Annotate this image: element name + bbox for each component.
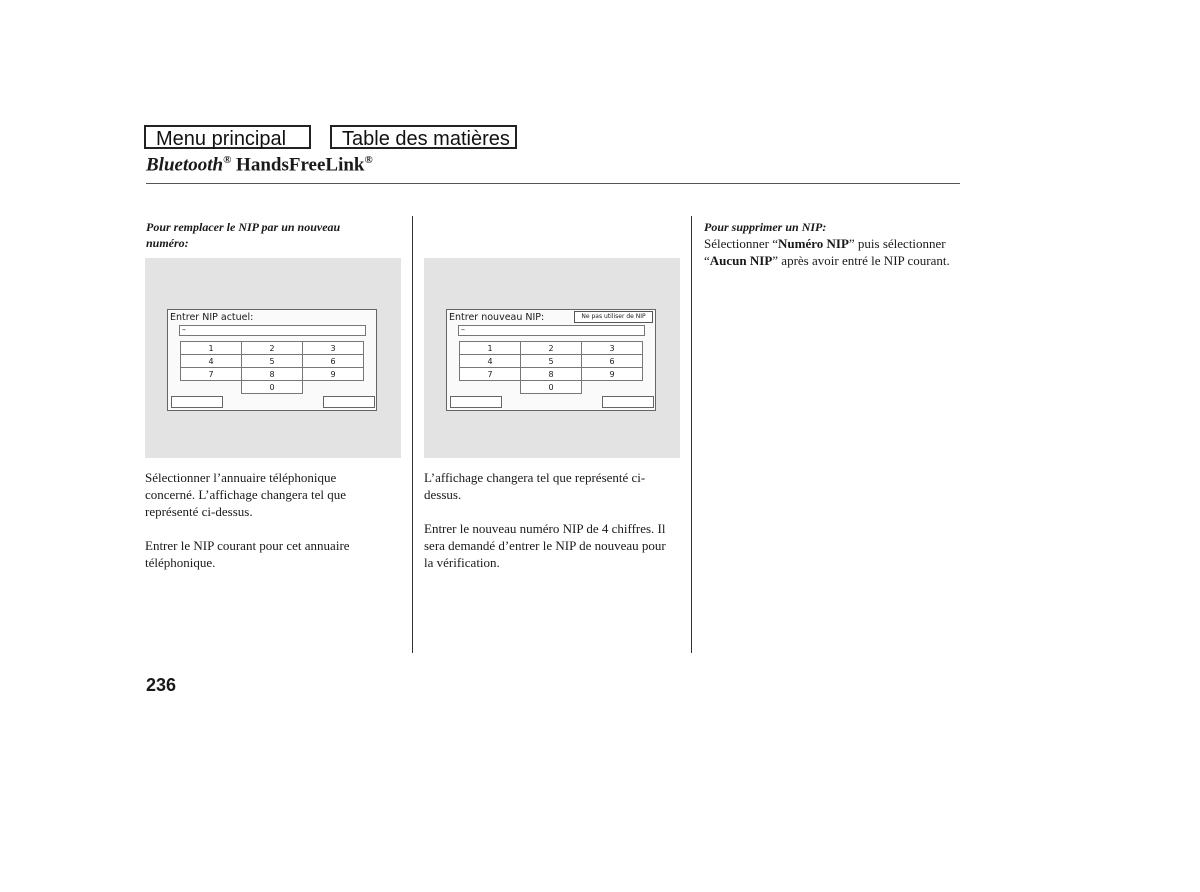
table-of-contents-button[interactable]: Table des matières <box>330 125 517 149</box>
col3-paragraph: Sélectionner “Numéro NIP” puis sélectionner “Aucun NIP” après avoir entré le NIP courant. <box>704 236 950 268</box>
key-1[interactable]: 1 <box>460 342 521 355</box>
keypad-gap <box>181 381 242 394</box>
key-5[interactable]: 5 <box>242 355 303 368</box>
key-0[interactable]: 0 <box>521 381 582 394</box>
col3-subheading: Pour supprimer un NIP: <box>704 220 827 234</box>
col2-text <box>424 469 674 571</box>
key-2[interactable]: 2 <box>521 342 582 355</box>
current-pin-label: Entrer NIP actuel: <box>170 312 254 323</box>
screen-new-pin <box>424 258 680 458</box>
screen-right-button[interactable] <box>323 396 375 408</box>
no-pin-button[interactable]: Ne pas utiliser de NIP <box>574 311 653 323</box>
key-2[interactable]: 2 <box>242 342 303 355</box>
keypad-current <box>180 341 364 394</box>
key-9[interactable]: 9 <box>582 368 643 381</box>
screen-right-button[interactable] <box>602 396 654 408</box>
col1-subheading: Pour remplacer le NIP par un nouveau numéro: <box>146 220 341 250</box>
page-title: Bluetooth® HandsFreeLink® <box>146 154 373 176</box>
keypad-gap <box>460 381 521 394</box>
col2-paragraph-2: Entrer le nouveau numéro NIP de 4 chiffres. Il sera demandé d’entrer le NIP de nouveau pour la vérification. <box>424 521 666 570</box>
key-3[interactable]: 3 <box>582 342 643 355</box>
col1-text <box>145 469 385 571</box>
key-8[interactable]: 8 <box>521 368 582 381</box>
key-0[interactable]: 0 <box>242 381 303 394</box>
key-5[interactable]: 5 <box>521 355 582 368</box>
keypad-gap <box>303 381 364 394</box>
col1-paragraph-2: Entrer le NIP courant pour cet annuaire téléphonique. <box>145 538 350 570</box>
key-7[interactable]: 7 <box>460 368 521 381</box>
current-pin-panel <box>167 309 377 411</box>
title-divider <box>146 183 960 184</box>
key-6[interactable]: 6 <box>582 355 643 368</box>
screen-current-pin <box>145 258 401 458</box>
page-number: 236 <box>146 675 177 695</box>
current-pin-field[interactable]: – <box>179 325 366 336</box>
col2-paragraph-1: L’affichage changera tel que représenté ci-dessus. <box>424 470 646 502</box>
new-pin-label: Entrer nouveau NIP: <box>449 312 545 323</box>
key-3[interactable]: 3 <box>303 342 364 355</box>
main-menu-button[interactable]: Menu principal <box>144 125 311 149</box>
key-9[interactable]: 9 <box>303 368 364 381</box>
key-8[interactable]: 8 <box>242 368 303 381</box>
key-6[interactable]: 6 <box>303 355 364 368</box>
key-1[interactable]: 1 <box>181 342 242 355</box>
column-divider-2 <box>691 216 692 653</box>
screen-left-button[interactable] <box>171 396 223 408</box>
keypad-gap <box>582 381 643 394</box>
keypad-new <box>459 341 643 394</box>
col1-paragraph-1: Sélectionner l’annuaire téléphonique concerné. L’affichage changera tel que représenté ci-dessus. <box>145 470 347 519</box>
key-4[interactable]: 4 <box>181 355 242 368</box>
column-divider-1 <box>412 216 413 653</box>
key-4[interactable]: 4 <box>460 355 521 368</box>
new-pin-panel <box>446 309 656 411</box>
key-7[interactable]: 7 <box>181 368 242 381</box>
new-pin-field[interactable]: – <box>458 325 645 336</box>
screen-left-button[interactable] <box>450 396 502 408</box>
